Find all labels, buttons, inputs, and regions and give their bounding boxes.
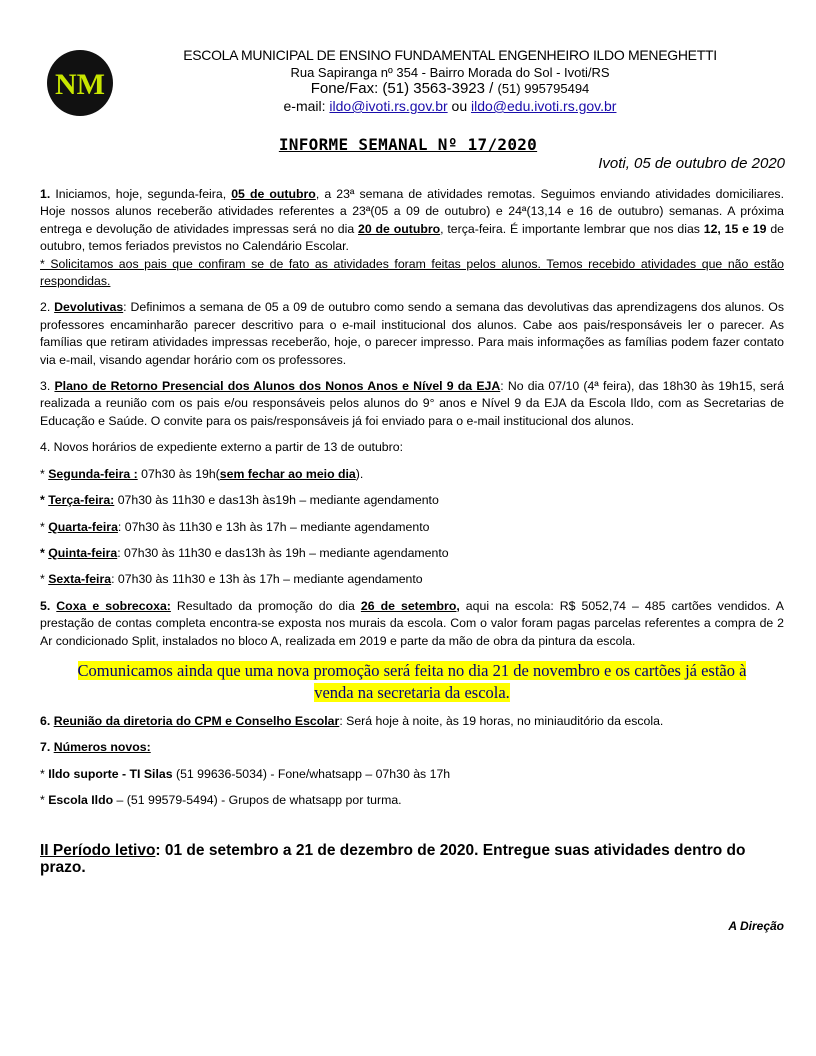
section-5-label: Coxa e sobrecoxa:	[56, 598, 171, 613]
section-1-delivery-date: 20 de outubro	[358, 221, 441, 236]
section-5-date: 26 de setembro,	[360, 598, 460, 613]
section-5-text-a: Resultado da promoção do dia	[170, 598, 361, 613]
school-email	[150, 98, 750, 114]
section-1-text-g: de outubro, temos feriados previstos no Calendário Escolar.	[40, 221, 784, 254]
section-6-number: 6.	[40, 713, 54, 728]
section-4-intro: 4. Novos horários de expediente externo a partir de 13 de outubro:	[40, 440, 403, 455]
schedule-thursday-label: Quinta-feira	[48, 545, 118, 560]
schedule-wednesday-label: Quarta-feira	[48, 519, 118, 534]
section-1-note: * Solicitamos aos pais que confiram se de fato as atividades foram feitas pelos alunos. Temos recebido atividades que não estão respondidas.	[40, 256, 784, 289]
bullet: *	[40, 545, 49, 560]
section-1-text-a: Iniciamos, hoje, segunda-feira,	[50, 187, 232, 201]
section-7-label: Números novos:	[53, 740, 151, 755]
section-3-text: : No dia 07/10 (4ª feira), das 18h30 às 19h15, será realizada a reunião com os pais e/ou responsáveis pelos alunos do 9° anos e Nível 9 da EJA da Escola Ildo, com as Secretarias de Educação e Saúde. O convite para os pais/responsáveis já foi enviado para o e-mail institucional dos alunos.	[40, 379, 784, 428]
schedule-tuesday	[40, 492, 784, 509]
section-5-number: 5.	[40, 598, 57, 613]
bullet: *	[40, 493, 49, 508]
bullet: *	[40, 572, 49, 587]
promotion-highlight	[40, 660, 784, 704]
schedule-thursday-text: : 07h30 às 11h30 e das13h às 19h – mediante agendamento	[117, 545, 449, 560]
section-6	[40, 713, 784, 730]
section-2-number: 2.	[40, 300, 55, 315]
schedule-friday-label: Sexta-feira	[48, 572, 112, 587]
email-link-2[interactable]: ildo@edu.ivoti.rs.gov.br	[471, 98, 617, 114]
email-label: e-mail:	[283, 98, 326, 114]
school-address: Rua Sapiranga nº 354 - Bairro Morada do Sol - Ivoti/RS	[290, 65, 610, 80]
section-3	[40, 378, 784, 430]
bullet: *	[40, 466, 49, 481]
bullet: *	[40, 519, 49, 534]
section-7	[40, 739, 784, 756]
section-1-text-c: , a 23ª semana de atividades remotas. Seguimos enviando atividades domiciliares. Hoje nossos alunos receberão atividades referentes a 23ª(05 a 09 de outubro) e 24ª(13,14 e 16 de outubro) semanas. A próxima entrega e devolução de atividades impressas será no dia	[40, 187, 784, 236]
contact-school-text: – (51 99579-5494) - Grupos de whatsapp por turma.	[113, 793, 402, 808]
section-2-text: : Definimos a semana de 05 a 09 de outubro como sendo a semana das devolutivas das aprendizagens dos alunos. Os professores encaminharão parecer descritivo para o e-mail institucional dos alunos. Cabe aos pais/responsáveis ler o parecer. As famílias que retiram atividades impressas receberão, hoje, o parecer impresso. Para mais informações as famílias podem fazer contato via e-mail, visando agendar horário com os professores.	[40, 300, 784, 367]
bullet: *	[40, 793, 49, 808]
logo-text: NM	[55, 68, 105, 101]
page-title: INFORME SEMANAL Nº 17/2020	[278, 135, 538, 154]
section-6-text: : Será hoje à noite, às 19 horas, no miniauditório da escola.	[339, 713, 664, 728]
schedule-friday	[40, 571, 784, 588]
section-2	[40, 299, 784, 369]
promotion-highlight-line-2: venda na secretaria da escola.	[314, 682, 510, 702]
section-1-holidays: 12, 15 e 19	[703, 221, 767, 236]
schedule-tuesday-label: Terça-feira:	[48, 493, 115, 508]
school-name: ESCOLA MUNICIPAL DE ENSINO FUNDAMENTAL ENGENHEIRO ILDO MENEGHETTI	[183, 47, 717, 63]
school-phone	[150, 80, 750, 97]
contact-school-label: Escola Ildo	[48, 793, 114, 808]
section-7-number: 7.	[40, 740, 54, 755]
contact-it-support-text: (51 99636-5034) - Fone/whatsapp – 07h30 às 17h	[172, 766, 451, 781]
schedule-wednesday-text: : 07h30 às 11h30 e 13h às 17h – mediante agendamento	[117, 519, 430, 534]
schedule-tuesday-text: 07h30 às 11h30 e das13h às19h – mediante agendamento	[114, 493, 439, 508]
phone-mobile: (51) 995795494	[497, 81, 590, 96]
school-logo	[47, 50, 113, 116]
schedule-thursday	[40, 545, 784, 562]
contact-it-support-label: Ildo suporte - TI Silas	[48, 766, 173, 781]
schedule-monday-note: sem fechar ao meio dia	[219, 466, 356, 481]
schedule-monday-label: Segunda-feira :	[48, 466, 138, 481]
section-5-text-c: aqui na escola: R$ 5052,74 – 485 cartões vendidos. A prestação de contas completa encontra-se exposta nos murais da escola. Com o valor foram pagas parcelas referentes a compra de 2 Ar condicionado Split, instalados no bloco A, realizada em 2019 e parte da mão de obra da pintura da escola.	[40, 598, 784, 648]
section-1-date: 05 de outubro	[231, 187, 316, 201]
section-3-label: Plano de Retorno Presencial dos Alunos dos Nonos Anos e Nível 9 da EJA	[54, 379, 501, 394]
section-2-label: Devolutivas	[54, 300, 124, 315]
section-1-number: 1.	[40, 187, 51, 201]
phone-label: Fone/Fax: (51) 3563-3923 /	[310, 80, 494, 97]
bullet: *	[40, 766, 49, 781]
document-body	[40, 186, 784, 936]
section-3-number: 3.	[40, 379, 55, 394]
school-period-label: II Período letivo	[40, 841, 156, 859]
school-period	[40, 842, 784, 877]
section-1	[40, 186, 784, 256]
schedule-friday-text: : 07h30 às 11h30 e 13h às 17h – mediante agendamento	[111, 572, 423, 587]
email-separator: ou	[451, 98, 468, 114]
schedule-monday-end: ).	[355, 466, 364, 481]
schedule-monday-text: 07h30 às 19h(	[137, 466, 220, 481]
email-link-1[interactable]: ildo@ivoti.rs.gov.br	[329, 98, 448, 114]
dateline: Ivoti, 05 de outubro de 2020	[598, 155, 785, 172]
contact-it-support	[40, 766, 784, 783]
section-1-text-e: , terça-feira. É importante lembrar que nos dias	[440, 221, 704, 236]
school-period-text: : 01 de setembro a 21 de dezembro de 2020. Entregue suas atividades dentro do prazo.	[40, 841, 746, 876]
schedule-wednesday	[40, 519, 784, 536]
promotion-highlight-line-1: Comunicamos ainda que uma nova promoção será feita no dia 21 de novembro e os cartões já estão à	[77, 660, 747, 680]
section-5	[40, 598, 784, 650]
schedule-monday	[40, 466, 784, 483]
signature: A Direção	[728, 919, 784, 934]
contact-school	[40, 792, 784, 809]
section-6-label: Reunião da diretoria do CPM e Conselho Escolar	[53, 713, 340, 728]
